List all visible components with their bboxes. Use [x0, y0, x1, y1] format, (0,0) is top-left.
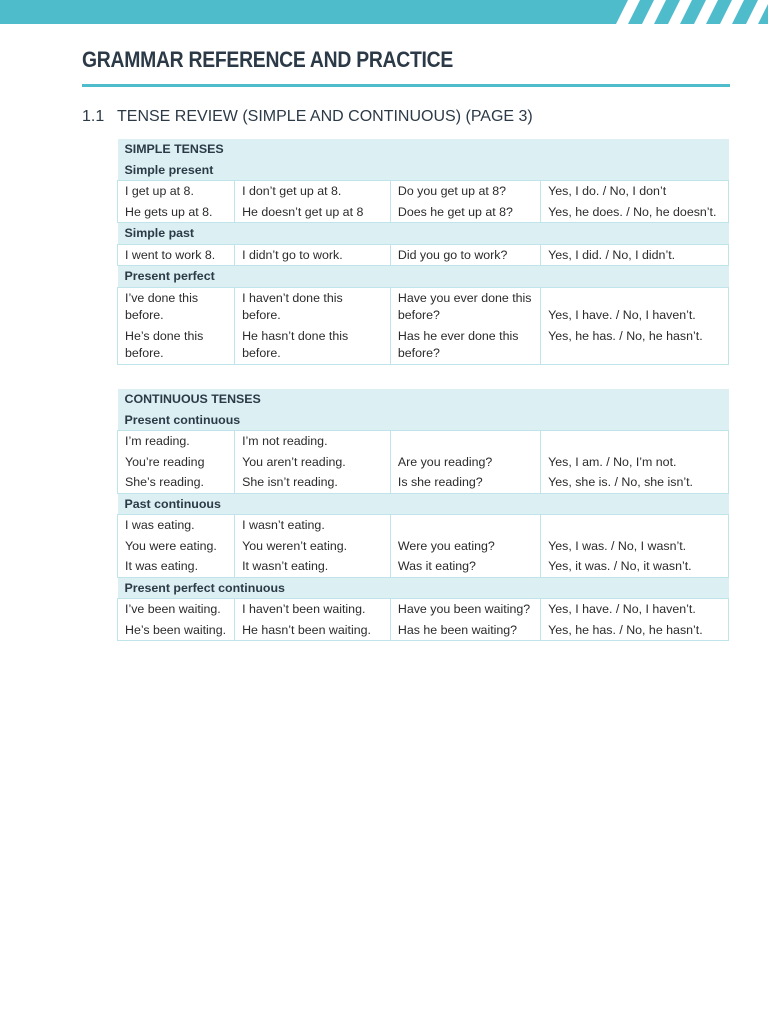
affirmative-cell: You were eating.: [118, 536, 235, 557]
table-row: [118, 202, 729, 223]
question-cell: Has he been waiting?: [390, 620, 540, 641]
question-cell: Were you eating?: [390, 536, 540, 557]
affirmative-cell: He’s been waiting.: [118, 620, 235, 641]
negative-cell: He doesn’t get up at 8: [235, 202, 391, 223]
short-answer-cell: Yes, I did. / No, I didn’t.: [541, 244, 729, 266]
affirmative-cell: I went to work 8.: [118, 244, 235, 266]
short-answer-cell: Yes, she is. / No, she isn’t.: [541, 472, 729, 493]
table-row: [118, 244, 729, 266]
negative-cell: It wasn’t eating.: [235, 556, 391, 577]
table-heading-row: [118, 389, 729, 410]
short-answer-cell: Yes, it was. / No, it wasn’t.: [541, 556, 729, 577]
affirmative-cell: I get up at 8.: [118, 181, 235, 202]
affirmative-cell: It was eating.: [118, 556, 235, 577]
group-label-row: [118, 493, 729, 515]
section-heading: [82, 108, 533, 126]
negative-cell: He hasn’t done this before.: [235, 326, 391, 365]
table-row: [118, 326, 729, 365]
negative-cell: I’m not reading.: [235, 431, 391, 452]
short-answer-cell: Yes, I am. / No, I’m not.: [541, 452, 729, 473]
affirmative-cell: I’ve been waiting.: [118, 599, 235, 620]
table-heading-row: [118, 139, 729, 160]
short-answer-cell: [541, 431, 729, 452]
table-row: [118, 620, 729, 641]
present-perfect-continuous-label: Present perfect continuous: [118, 577, 729, 599]
table-row: [118, 181, 729, 202]
present-perfect-label: Present perfect: [118, 266, 729, 288]
simple-past-label: Simple past: [118, 223, 729, 245]
group-label-row: [118, 577, 729, 599]
table-row: [118, 515, 729, 536]
table-row: [118, 556, 729, 577]
question-cell: Does he get up at 8?: [390, 202, 540, 223]
striped-band-graphic: [0, 0, 768, 24]
question-cell: Has he ever done this before?: [390, 326, 540, 365]
past-continuous-label: Past continuous: [118, 493, 729, 515]
question-cell: [390, 431, 540, 452]
question-cell: Was it eating?: [390, 556, 540, 577]
negative-cell: You aren’t reading.: [235, 452, 391, 473]
negative-cell: I wasn’t eating.: [235, 515, 391, 536]
negative-cell: She isn’t reading.: [235, 472, 391, 493]
group-label-row: [118, 410, 729, 431]
short-answer-cell: Yes, I was. / No, I wasn’t.: [541, 536, 729, 557]
question-cell: Did you go to work?: [390, 244, 540, 266]
question-cell: Are you reading?: [390, 452, 540, 473]
page-title: GRAMMAR REFERENCE AND PRACTICE: [82, 47, 454, 72]
group-label-row: [118, 266, 729, 288]
question-cell: Have you ever done this before?: [390, 287, 540, 326]
table-row: [118, 452, 729, 473]
simple-present-label: Simple present: [118, 160, 729, 181]
table-row: [118, 472, 729, 493]
negative-cell: He hasn’t been waiting.: [235, 620, 391, 641]
title-divider: [82, 84, 730, 87]
negative-cell: I didn’t go to work.: [235, 244, 391, 266]
simple-tenses-heading: SIMPLE TENSES: [118, 139, 729, 160]
question-cell: Have you been waiting?: [390, 599, 540, 620]
affirmative-cell: He gets up at 8.: [118, 202, 235, 223]
negative-cell: I haven’t been waiting.: [235, 599, 391, 620]
short-answer-cell: Yes, he has. / No, he hasn’t.: [541, 326, 729, 365]
affirmative-cell: I’m reading.: [118, 431, 235, 452]
table-row: [118, 599, 729, 620]
affirmative-cell: I was eating.: [118, 515, 235, 536]
question-cell: Do you get up at 8?: [390, 181, 540, 202]
short-answer-cell: Yes, I have. / No, I haven’t.: [541, 599, 729, 620]
present-continuous-label: Present continuous: [118, 410, 729, 431]
affirmative-cell: He’s done this before.: [118, 326, 235, 365]
table-row: [118, 536, 729, 557]
continuous-tenses-table: [117, 389, 729, 641]
short-answer-cell: Yes, I do. / No, I don’t: [541, 181, 729, 202]
negative-cell: I don’t get up at 8.: [235, 181, 391, 202]
top-decorative-band: [0, 0, 768, 24]
group-label-row: [118, 160, 729, 181]
affirmative-cell: You’re reading: [118, 452, 235, 473]
short-answer-cell: Yes, he does. / No, he doesn’t.: [541, 202, 729, 223]
question-cell: [390, 515, 540, 536]
table-row: [118, 287, 729, 326]
short-answer-cell: [541, 515, 729, 536]
short-answer-cell: Yes, I have. / No, I haven’t.: [541, 287, 729, 326]
section-title: TENSE REVIEW (SIMPLE AND CONTINUOUS) (PAGE 3): [117, 108, 533, 125]
section-number: 1.1: [82, 108, 105, 125]
negative-cell: I haven’t done this before.: [235, 287, 391, 326]
affirmative-cell: She’s reading.: [118, 472, 235, 493]
affirmative-cell: I’ve done this before.: [118, 287, 235, 326]
group-label-row: [118, 223, 729, 245]
question-cell: Is she reading?: [390, 472, 540, 493]
short-answer-cell: Yes, he has. / No, he hasn’t.: [541, 620, 729, 641]
table-row: [118, 431, 729, 452]
simple-tenses-table: [117, 139, 729, 365]
negative-cell: You weren’t eating.: [235, 536, 391, 557]
continuous-tenses-heading: CONTINUOUS TENSES: [118, 389, 729, 410]
